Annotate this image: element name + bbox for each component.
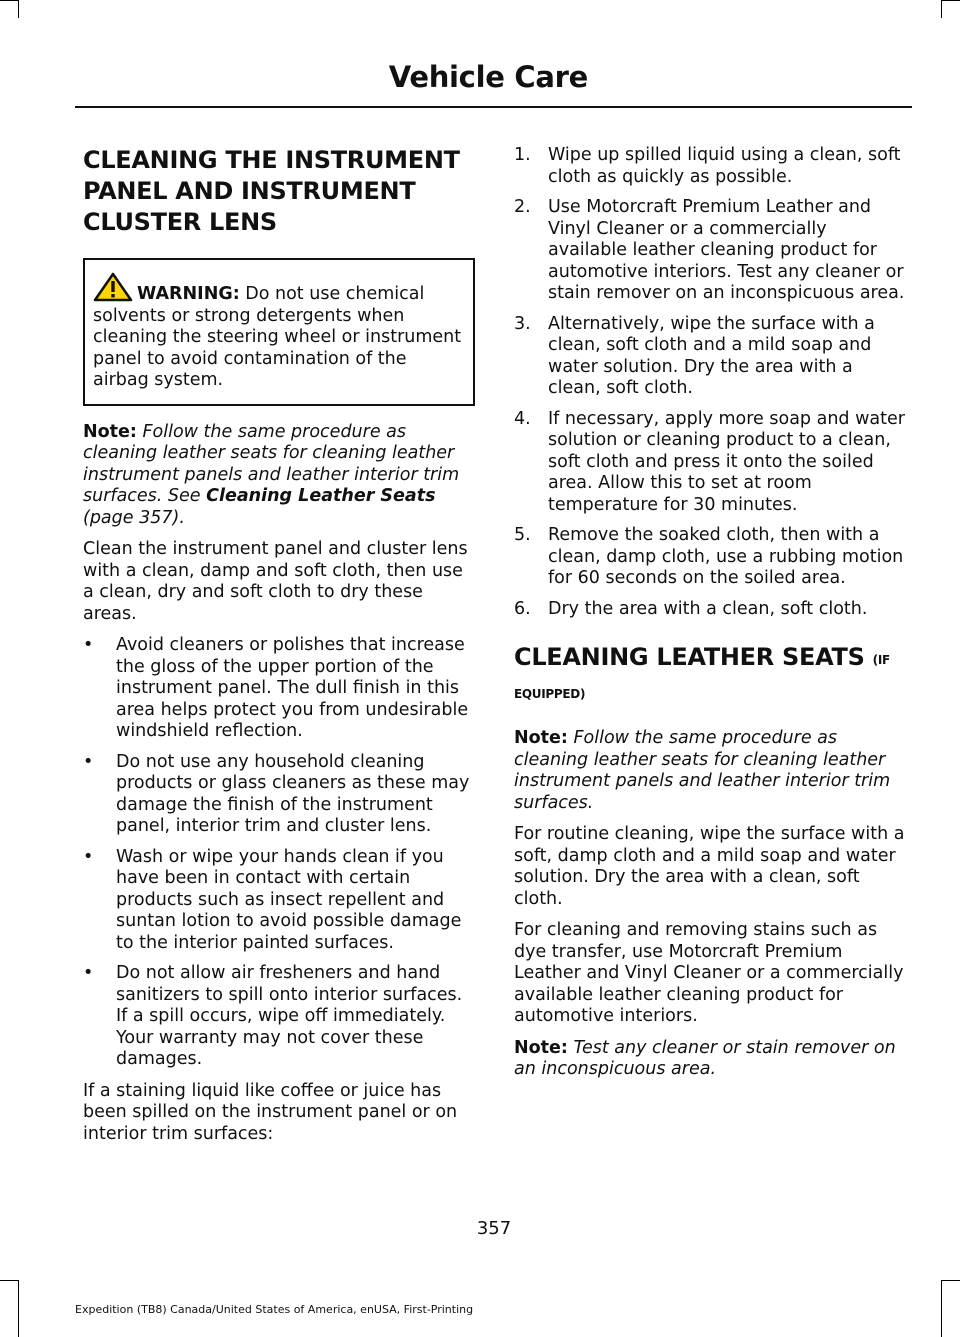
- list-item: 6. Dry the area with a clean, soft cloth.: [514, 598, 868, 619]
- list-item: • Avoid cleaners or polishes that increase the gloss of the upper portion of the instrument panel. The dull finish in this area helps protect you from undesirable windshield reflection.: [83, 635, 469, 741]
- warning-box: [83, 258, 475, 406]
- warning-triangle-icon: [93, 272, 133, 302]
- cross-reference-link[interactable]: Cleaning Leather Seats: [206, 486, 436, 506]
- section-heading-instrument-panel: CLEANING THE INSTRUMENT PANEL AND INSTRUMENT CLUSTER LENS: [83, 146, 460, 236]
- routine-cleaning-paragraph: For routine cleaning, wipe the surface with a soft, damp cloth and a mild soap and water solution. Dry the area with a clean, soft cloth.: [514, 824, 905, 909]
- crop-mark-bottom-right: [942, 1280, 960, 1281]
- bullet-list: [83, 635, 475, 1071]
- note-paragraph: Note: Test any cleaner or stain remover on an inconspicuous area.: [514, 1037, 896, 1079]
- list-item: 2. Use Motorcraft Premium Leather and Vinyl Cleaner or a commercially available leather cleaning product for automotive interiors. Test any cleaner or stain remover on an inconspicuous area.: [514, 197, 905, 303]
- page-number: 357: [476, 1218, 512, 1239]
- list-item: • Do not use any household cleaning products or glass cleaners as these may damage the finish of the instrument panel, interior trim and cluster lens.: [83, 751, 470, 836]
- footer-text: Expedition (TB8) Canada/United States of America, enUSA, First-Printing: [75, 1303, 474, 1316]
- note-paragraph: Note: Follow the same procedure as cleaning leather seats for cleaning leather instrument panels and leather interior trim surfaces. See Cleaning Leather Seats (page 357).: [83, 421, 460, 528]
- closing-paragraph: If a staining liquid like coffee or juice has been spilled on the instrument panel or on interior trim surfaces:: [83, 1080, 458, 1144]
- header-rule: [75, 106, 912, 108]
- crop-mark-bottom-left: [0, 1280, 18, 1281]
- intro-paragraph: Clean the instrument panel and cluster lens with a clean, damp and soft cloth, then use a clean, dry and soft cloth to dry these areas.: [83, 539, 468, 624]
- crop-mark-bottom-right-v: [941, 1280, 942, 1337]
- crop-mark-top-left-v: [18, 0, 19, 18]
- list-item: 4. If necessary, apply more soap and water solution or cleaning product to a clean, soft cloth and press it onto the soiled area. Allow this to set at room temperature for 30 minutes.: [514, 408, 905, 515]
- numbered-steps: [514, 145, 908, 620]
- crop-mark-top-left: [0, 0, 18, 1]
- list-item: 3. Alternatively, wipe the surface with a clean, soft cloth and a mild soap and water solution. Dry the area with a clean, soft cloth.: [514, 313, 875, 398]
- list-item: • Wash or wipe your hands clean if you have been in contact with certain products such as insect repellent and suntan lotion to avoid possible damage to the interior painted surfaces.: [83, 846, 462, 953]
- crop-mark-top-right-v: [941, 0, 942, 18]
- section-heading-leather-seats: CLEANING LEATHER SEATS (IF EQUIPPED): [514, 643, 890, 701]
- list-item: 5. Remove the soaked cloth, then with a clean, damp cloth, use a rubbing motion for 60 seconds on the soiled area.: [514, 525, 904, 588]
- warning-text: Do not use chemical solvents or strong detergents when cleaning the steering wheel or instrument panel to avoid contamination of the airbag system.: [93, 284, 462, 390]
- page-header-title: Vehicle Care: [388, 60, 588, 94]
- list-item: • Do not allow air fresheners and hand sanitizers to spill onto interior surfaces. If a spill occurs, wipe off immediately. Your warranty may not cover these damages.: [83, 963, 463, 1069]
- stain-removal-paragraph: For cleaning and removing stains such as dye transfer, use Motorcraft Premium Leather and Vinyl Cleaner or a commercially available leather cleaning product for automotive interiors.: [514, 920, 904, 1026]
- right-column: [514, 145, 908, 1091]
- warning-label: WARNING:: [137, 284, 240, 304]
- crop-mark-top-right: [942, 0, 960, 1]
- crop-mark-bottom-left-v: [18, 1280, 19, 1337]
- list-item: 1. Wipe up spilled liquid using a clean, soft cloth as quickly as possible.: [514, 145, 901, 187]
- left-column: [83, 145, 475, 1155]
- note-paragraph: Note: Follow the same procedure as cleaning leather seats for cleaning leather instrument panels and leather interior trim surfaces.: [514, 728, 891, 813]
